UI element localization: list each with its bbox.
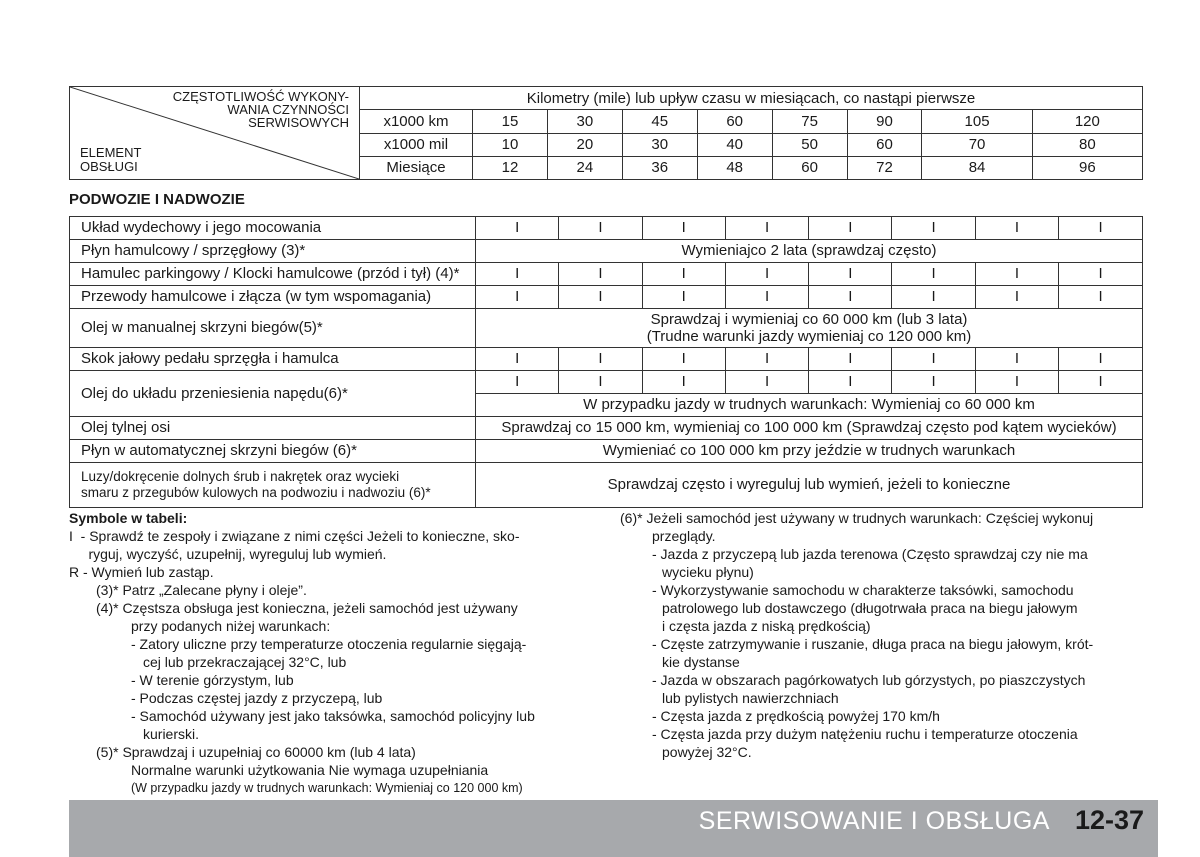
interval-mark: I — [476, 286, 559, 309]
note-6-line: wycieku płynu) — [662, 564, 754, 580]
interval-note: Wymieniać co 100 000 km przy jeździe w trudnych warunkach — [476, 440, 1143, 463]
interval-note: Sprawdzaj i wymieniaj co 60 000 km (lub 3 lata) (Trudne warunki jazdy wymieniaj co 120 000 km) — [476, 309, 1143, 348]
legend-title: Symbole w tabeli: — [69, 510, 188, 526]
note-4-line: kurierski. — [143, 726, 200, 742]
km-value: 75 — [772, 110, 847, 133]
table-row — [70, 240, 1143, 263]
table-row — [70, 309, 1143, 348]
interval-mark: I — [892, 217, 975, 240]
miles-value: 40 — [697, 133, 772, 156]
miles-value: 70 — [922, 133, 1032, 156]
legend-r: R - Wymień lub zastąp. — [69, 564, 214, 580]
note-6-line: - Częsta jazda z prędkością powyżej 170 km/h — [652, 708, 940, 724]
legend-i-cont: ryguj, wyczyść, uzupełnij, wyreguluj lub wymień. — [69, 546, 387, 562]
legend-i: I - Sprawdź te zespoły i związane z nimi części Jeżeli to konieczne, sko- — [69, 528, 520, 544]
interval-mark: I — [476, 371, 559, 394]
interval-mark: I — [642, 371, 725, 394]
interval-mark: I — [476, 263, 559, 286]
km-value: 45 — [622, 110, 697, 133]
interval-mark: I — [1059, 217, 1143, 240]
interval-mark: I — [1059, 263, 1143, 286]
interval-mark: I — [809, 371, 892, 394]
km-value: 105 — [922, 110, 1032, 133]
months-value: 36 — [622, 156, 697, 179]
miles-value: 20 — [547, 133, 622, 156]
table-row — [70, 463, 1143, 508]
frequency-label: CZĘSTOTLIWOŚĆ WYKONY- WANIA CZYNNOŚCI SERWISOWYCH — [172, 89, 349, 130]
note-3: (3)* Patrz „Zalecane płyny i oleje”. — [96, 582, 307, 598]
interval-mark: I — [559, 217, 642, 240]
interval-note: W przypadku jazdy w trudnych warunkach: Wymieniaj co 60 000 km — [476, 394, 1143, 417]
note-5-line: (W przypadku jazdy w trudnych warunkach: Wymieniaj co 120 000 km) — [131, 781, 523, 795]
interval-mark: I — [975, 348, 1058, 371]
interval-mark: I — [642, 348, 725, 371]
interval-mark: I — [809, 348, 892, 371]
interval-mark: I — [642, 286, 725, 309]
maintenance-table — [69, 216, 1143, 508]
interval-mark: I — [476, 217, 559, 240]
symbols-legend — [69, 509, 579, 797]
note-4-line: cej lub przekraczającej 32°C, lub — [143, 654, 347, 670]
element-label: ELEMENT OBSŁUGI — [80, 145, 142, 174]
note-4-line: - W terenie górzystym, lub — [131, 672, 294, 688]
miles-value: 30 — [622, 133, 697, 156]
note-6-line: patrolowego lub dostawczego (długotrwała praca na biegu jałowym — [662, 600, 1078, 616]
interval-mark: I — [975, 286, 1058, 309]
interval-mark: I — [725, 263, 808, 286]
interval-mark: I — [975, 371, 1058, 394]
note-6-line: - Częsta jazda przy dużym natężeniu ruchu i temperaturze otoczenia — [652, 726, 1078, 742]
interval-mark: I — [975, 263, 1058, 286]
km-value: 120 — [1032, 110, 1142, 133]
interval-mark: I — [642, 263, 725, 286]
note-6: (6)* Jeżeli samochód jest używany w trudnych warunkach: Częściej wykonuj — [620, 510, 1094, 526]
item-label: Układ wydechowy i jego mocowania — [70, 217, 476, 240]
row-label: x1000 mil — [360, 133, 473, 156]
table-row — [70, 371, 1143, 394]
item-label: Hamulec parkingowy / Klocki hamulcowe (przód i tył) (4)* — [70, 263, 476, 286]
months-value: 84 — [922, 156, 1032, 179]
item-label: Płyn hamulcowy / sprzęgłowy (3)* — [70, 240, 476, 263]
miles-value: 50 — [772, 133, 847, 156]
note-4-line: - Podczas częstej jazdy z przyczepą, lub — [131, 690, 383, 706]
note-4-line: - Samochód używany jest jako taksówka, samochód policyjny lub — [131, 708, 535, 724]
note-4-line: przy podanych niżej warunkach: — [131, 618, 331, 634]
interval-note: Wymieniajco 2 lata (sprawdzaj często) — [476, 240, 1143, 263]
months-value: 12 — [473, 156, 548, 179]
miles-value: 80 — [1032, 133, 1142, 156]
note-6-block — [620, 509, 1144, 761]
note-6-line: powyżej 32°C. — [662, 744, 752, 760]
note-6-line: - Jazda w obszarach pagórkowatych lub górzystych, po piaszczystych — [652, 672, 1086, 688]
page-footer — [69, 800, 1158, 857]
interval-mark: I — [892, 371, 975, 394]
interval-mark: I — [725, 217, 808, 240]
item-label: Olej do układu przeniesienia napędu(6)* — [70, 371, 476, 417]
note-6-line: i częsta jazda z niską prędkością) — [662, 618, 871, 634]
note-6-line: lub pylistych nawierzchniach — [662, 690, 839, 706]
interval-mark: I — [476, 348, 559, 371]
km-value: 30 — [547, 110, 622, 133]
table-row — [70, 263, 1143, 286]
table-row — [70, 440, 1143, 463]
miles-value: 10 — [473, 133, 548, 156]
interval-mark: I — [892, 263, 975, 286]
interval-mark: I — [809, 217, 892, 240]
km-value: 60 — [697, 110, 772, 133]
item-label: Przewody hamulcowe i złącza (w tym wspomagania) — [70, 286, 476, 309]
interval-mark: I — [725, 371, 808, 394]
item-label: Olej tylnej osi — [70, 417, 476, 440]
interval-mark: I — [809, 263, 892, 286]
interval-mark: I — [1059, 371, 1143, 394]
row-label: Miesiące — [360, 156, 473, 179]
interval-mark: I — [559, 286, 642, 309]
header-corner-cell — [70, 87, 360, 180]
interval-mark: I — [892, 286, 975, 309]
note-6-line: kie dystanse — [662, 654, 740, 670]
km-value: 90 — [847, 110, 922, 133]
interval-mark: I — [725, 286, 808, 309]
interval-note: Sprawdzaj często i wyreguluj lub wymień, jeżeli to konieczne — [476, 463, 1143, 508]
interval-mark: I — [559, 371, 642, 394]
interval-mark: I — [1059, 348, 1143, 371]
months-value: 48 — [697, 156, 772, 179]
item-label: Olej w manualnej skrzyni biegów(5)* — [70, 309, 476, 348]
months-value: 96 — [1032, 156, 1142, 179]
table-row — [70, 348, 1143, 371]
interval-mark: I — [559, 263, 642, 286]
miles-value: 60 — [847, 133, 922, 156]
note-6-line: przeglądy. — [652, 528, 716, 544]
months-value: 72 — [847, 156, 922, 179]
table-row — [70, 286, 1143, 309]
interval-note: Sprawdzaj co 15 000 km, wymieniaj co 100 000 km (Sprawdzaj często pod kątem wycieków) — [476, 417, 1143, 440]
interval-mark: I — [1059, 286, 1143, 309]
table-row — [70, 417, 1143, 440]
interval-mark: I — [892, 348, 975, 371]
item-label: Luzy/dokręcenie dolnych śrub i nakrętek oraz wycieki smaru z przegubów kulowych na podwoziu i nadwoziu (6)* — [70, 463, 476, 508]
note-5-line: Normalne warunki użytkowania Nie wymaga uzupełniania — [131, 762, 489, 778]
note-6-line: - Jazda z przyczepą lub jazda terenowa (Często sprawdzaj czy nie ma — [652, 546, 1088, 562]
item-label: Skok jałowy pedału sprzęgła i hamulca — [70, 348, 476, 371]
interval-header-table — [69, 86, 1143, 180]
interval-mark: I — [975, 217, 1058, 240]
section-name: SERWISOWANIE I OBSŁUGA — [698, 807, 1050, 835]
interval-mark: I — [642, 217, 725, 240]
row-label: x1000 km — [360, 110, 473, 133]
interval-mark: I — [725, 348, 808, 371]
item-label: Płyn w automatycznej skrzyni biegów (6)* — [70, 440, 476, 463]
page-number: 12-37 — [1074, 805, 1144, 835]
note-5: (5)* Sprawdzaj i uzupełniaj co 60000 km (lub 4 lata) — [96, 744, 416, 760]
note-6-line: - Częste zatrzymywanie i ruszanie, długa praca na biegu jałowym, krót- — [652, 636, 1094, 652]
months-value: 60 — [772, 156, 847, 179]
note-6-line: - Wykorzystywanie samochodu w charakterze taksówki, samochodu — [652, 582, 1074, 598]
interval-title: Kilometry (mile) lub upływ czasu w miesiącach, co nastąpi pierwsze — [360, 87, 1143, 110]
months-value: 24 — [547, 156, 622, 179]
note-4: (4)* Częstsza obsługa jest konieczna, jeżeli samochód jest używany — [96, 600, 518, 616]
interval-mark: I — [809, 286, 892, 309]
section-title: PODWOZIE I NADWOZIE — [69, 191, 245, 208]
km-value: 15 — [473, 110, 548, 133]
interval-mark: I — [559, 348, 642, 371]
note-4-line: - Zatory uliczne przy temperaturze otoczenia regularnie sięgają- — [131, 636, 527, 652]
table-row — [70, 217, 1143, 240]
